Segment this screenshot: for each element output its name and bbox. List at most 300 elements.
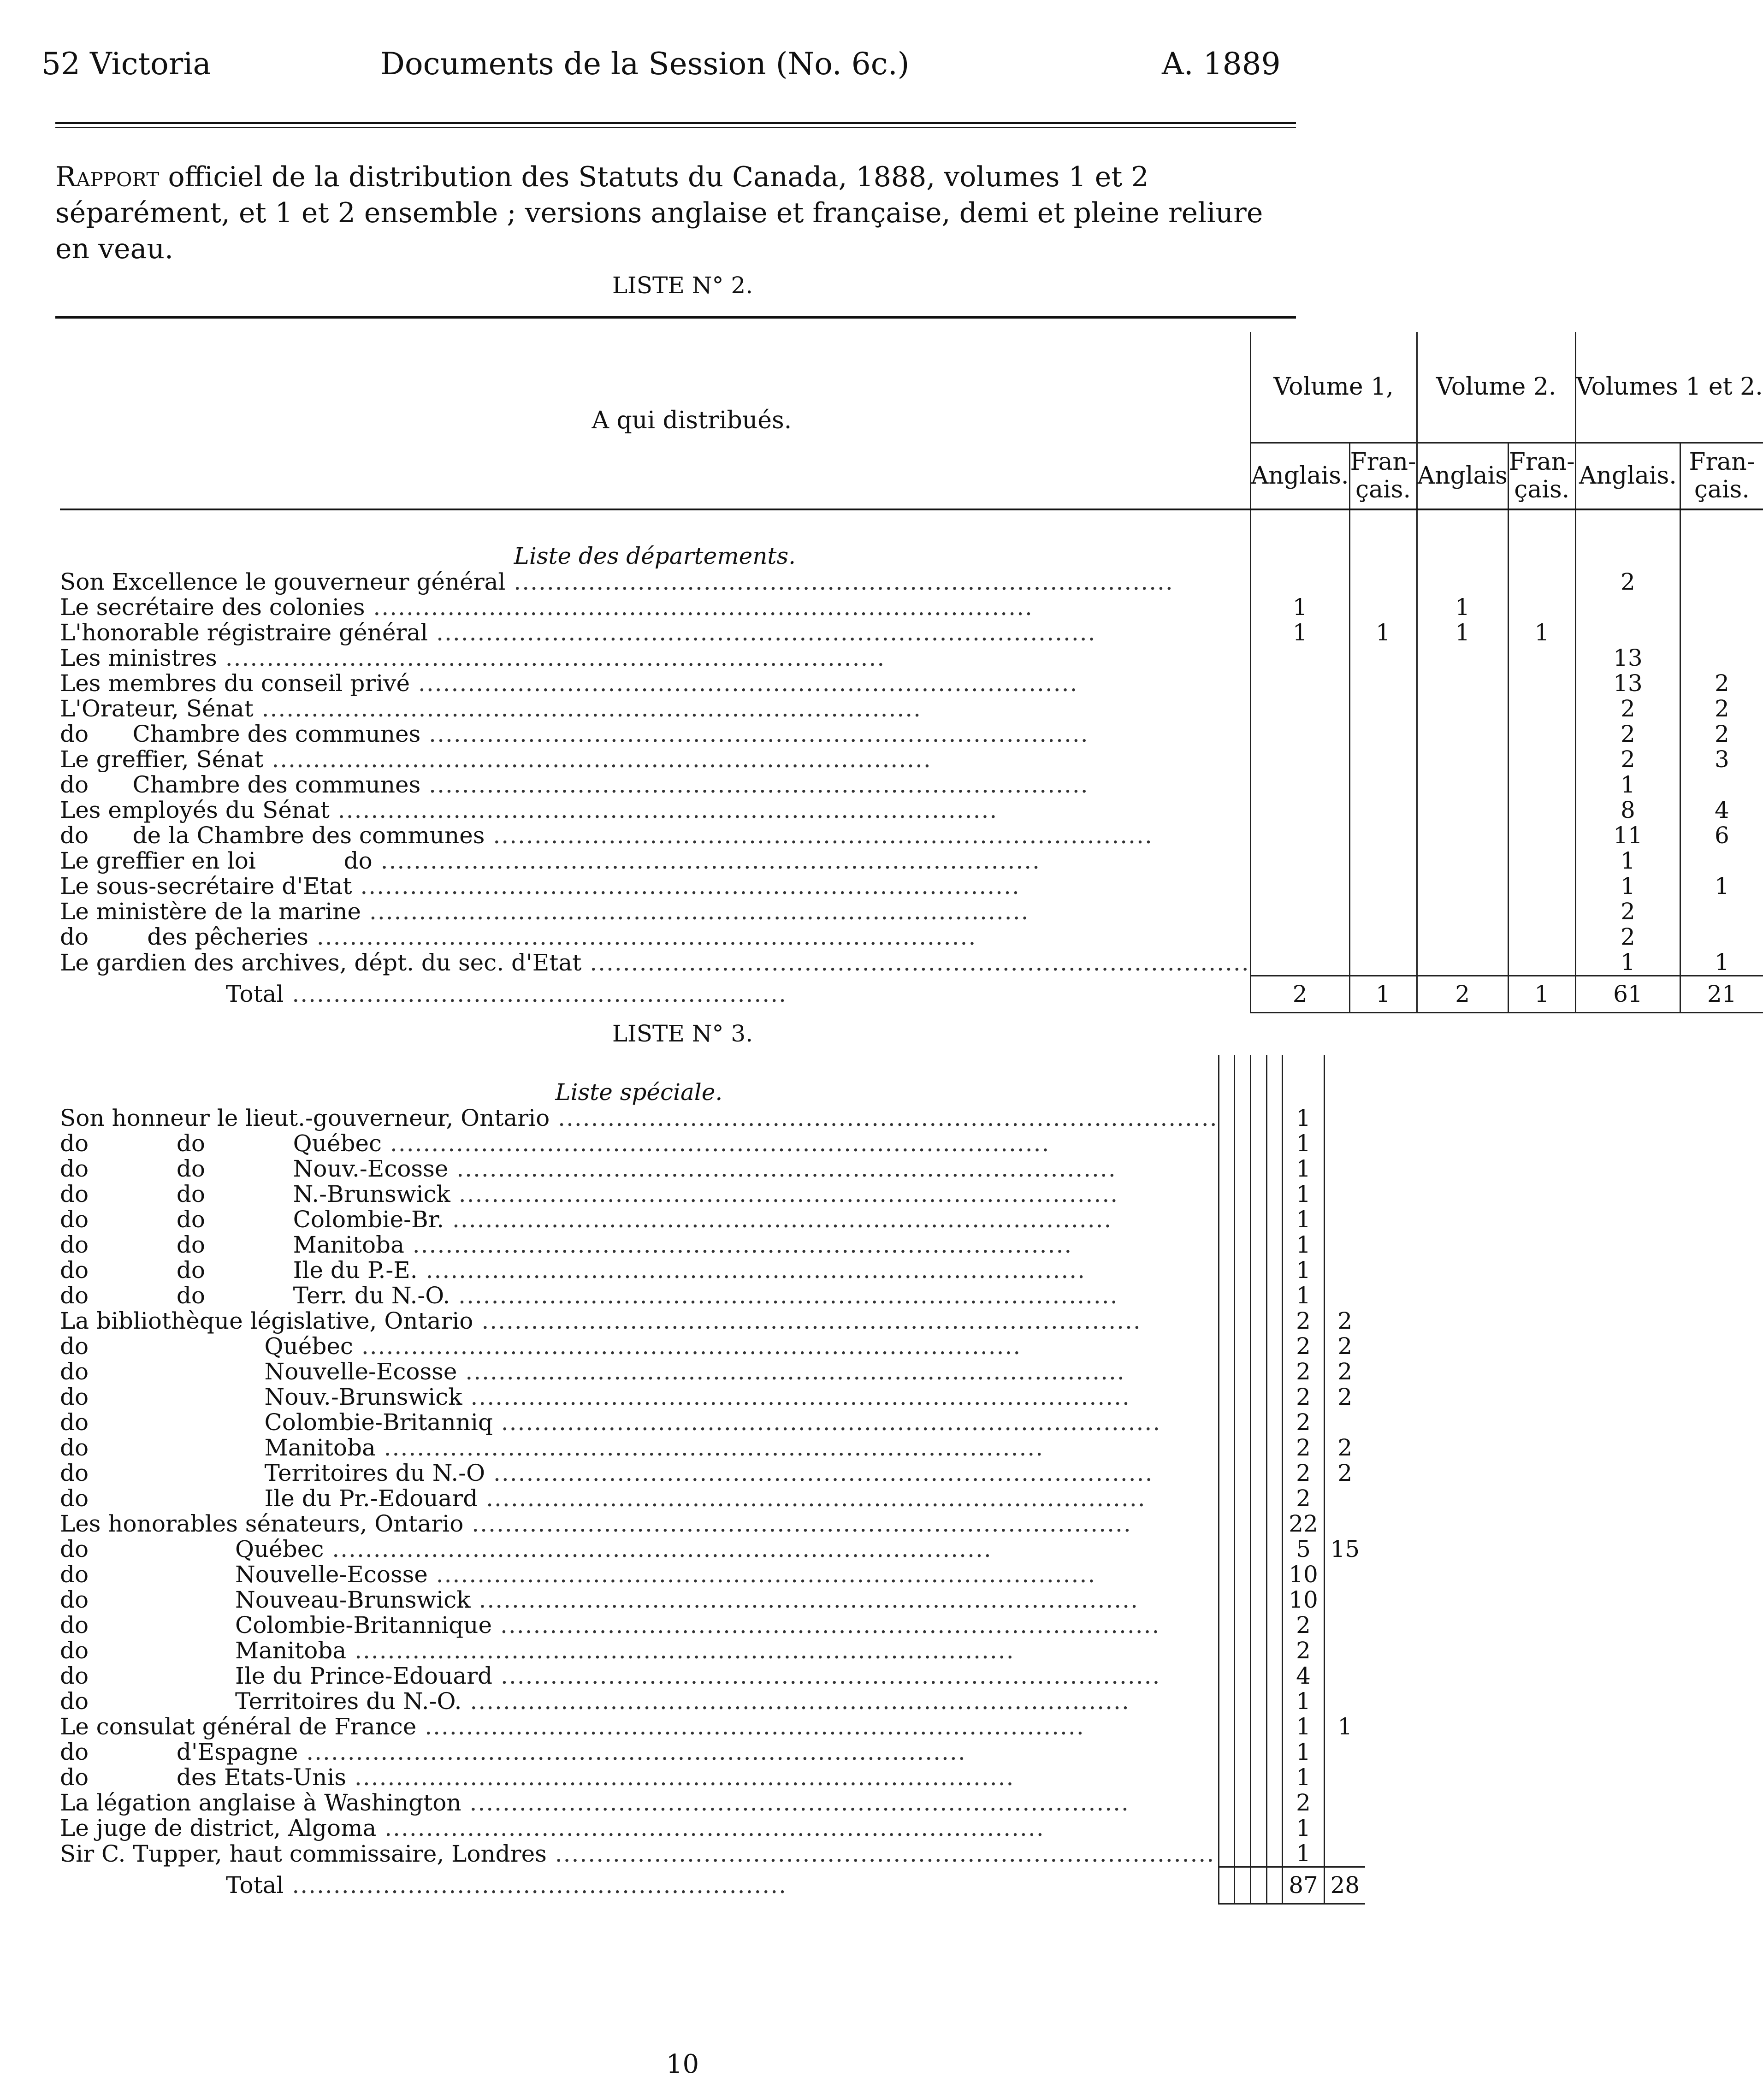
running-head-right: A. 1889	[1162, 46, 1281, 82]
cell-value: 2	[1575, 899, 1680, 924]
cell-value	[1508, 772, 1575, 798]
cell-value	[1266, 1663, 1283, 1689]
cell-value	[1219, 1308, 1235, 1334]
leader-dots: ................................................................................	[473, 1307, 1142, 1334]
cell-value	[1266, 1714, 1283, 1739]
cell-value	[1266, 1283, 1283, 1308]
row-label: Le consulat général de France	[60, 1713, 417, 1740]
cell-value	[1219, 1384, 1235, 1410]
cell-value	[1250, 569, 1349, 595]
table-row	[60, 1410, 1365, 1435]
cell-value: 13	[1575, 645, 1680, 671]
cell-value	[1251, 1790, 1267, 1816]
leader-dots: ................................................................................	[485, 1460, 1154, 1486]
cell-value: 2	[1283, 1334, 1324, 1359]
total-value: 1	[1349, 976, 1417, 1013]
leader-dots: ................................................................................	[217, 645, 886, 671]
cell-value	[1417, 671, 1508, 696]
cell-value	[1324, 1182, 1365, 1207]
cell-value: 4	[1680, 798, 1763, 823]
cell-value	[1250, 798, 1349, 823]
cell-value	[1235, 1156, 1251, 1182]
row-label: do de la Chambre des communes	[60, 822, 485, 849]
cell-value	[1508, 747, 1575, 772]
table-row	[60, 1258, 1365, 1283]
cell-value	[1235, 1841, 1251, 1867]
cell-value	[1219, 1232, 1235, 1258]
liste2-group-vol1: Volume 1,	[1250, 332, 1417, 443]
leader-dots: ................................................................................	[346, 1764, 1015, 1791]
leader-dots: ............................................................	[284, 981, 787, 1007]
cell-value	[1417, 823, 1508, 848]
row-label: do Ile du Prince-Edouard	[60, 1662, 493, 1689]
total-value	[1266, 1867, 1283, 1904]
cell-value	[1324, 1638, 1365, 1663]
leader-dots: ................................................................................	[427, 1561, 1096, 1588]
cell-value	[1508, 595, 1575, 620]
liste2-sub-fr3: Fran-çais.	[1680, 443, 1763, 509]
total-row	[60, 976, 1763, 1013]
cell-value	[1266, 1638, 1283, 1663]
liste2-group-vol2: Volume 2.	[1417, 332, 1575, 443]
cell-value: 1	[1283, 1131, 1324, 1156]
cell-value	[1251, 1461, 1267, 1486]
cell-value	[1266, 1258, 1283, 1283]
cell-value: 3	[1680, 747, 1763, 772]
cell-value	[1219, 1638, 1235, 1663]
liste2-sub-fr1: Fran-çais.	[1349, 443, 1417, 509]
header-rule-thin	[55, 127, 1296, 128]
cell-value	[1235, 1739, 1251, 1765]
cell-value: 1	[1283, 1258, 1324, 1283]
row-label: La légation anglaise à Washington	[60, 1789, 461, 1816]
cell-value	[1266, 1816, 1283, 1841]
cell-value	[1251, 1308, 1267, 1334]
cell-value: 1	[1575, 848, 1680, 874]
cell-value: 1	[1283, 1182, 1324, 1207]
table-row	[60, 1790, 1365, 1816]
table-row	[60, 950, 1763, 976]
cell-value	[1251, 1106, 1267, 1131]
cell-value	[1508, 950, 1575, 976]
cell-value	[1219, 1816, 1235, 1841]
cell-value	[1417, 569, 1508, 595]
row-label: Le greffier, Sénat	[60, 746, 264, 773]
table-row	[60, 1308, 1365, 1334]
cell-value	[1266, 1486, 1283, 1511]
cell-value	[1417, 848, 1508, 874]
leader-dots: ................................................................................	[416, 1713, 1085, 1740]
row-label: do Nouv.-Brunswick	[60, 1384, 462, 1410]
row-label: La bibliothèque législative, Ontario	[60, 1307, 473, 1334]
cell-value: 2	[1283, 1308, 1324, 1334]
leader-dots: ................................................................................	[420, 771, 1089, 798]
cell-value: 2	[1283, 1638, 1324, 1663]
row-label: do Ile du Pr.-Edouard	[60, 1485, 478, 1512]
total-value: 2	[1250, 976, 1349, 1013]
cell-value	[1235, 1587, 1251, 1613]
cell-value	[1266, 1562, 1283, 1587]
leader-dots: ................................................................................	[581, 949, 1250, 976]
cell-value	[1219, 1156, 1235, 1182]
cell-value	[1349, 874, 1417, 899]
cell-value	[1324, 1156, 1365, 1182]
table-row	[60, 1739, 1365, 1765]
table-row	[60, 1384, 1365, 1410]
leader-dots: ................................................................................	[505, 568, 1174, 595]
cell-value	[1251, 1131, 1267, 1156]
cell-value	[1349, 798, 1417, 823]
liste2-col-label: A qui distribués.	[592, 406, 792, 434]
cell-value	[1235, 1511, 1251, 1537]
cell-value	[1235, 1461, 1251, 1486]
cell-value	[1417, 798, 1508, 823]
cell-value	[1235, 1816, 1251, 1841]
cell-value	[1575, 620, 1680, 645]
cell-value	[1251, 1359, 1267, 1384]
cell-value	[1235, 1613, 1251, 1638]
cell-value: 1	[1680, 874, 1763, 899]
cell-value	[1324, 1663, 1365, 1689]
cell-value	[1251, 1816, 1267, 1841]
cell-value	[1235, 1689, 1251, 1714]
row-label: do Territoires du N.-O	[60, 1460, 485, 1486]
cell-value	[1324, 1232, 1365, 1258]
cell-value	[1235, 1258, 1251, 1283]
cell-value	[1508, 671, 1575, 696]
table-row	[60, 823, 1763, 848]
cell-value	[1266, 1739, 1283, 1765]
row-label: do Nouvelle-Ecosse	[60, 1358, 457, 1385]
cell-value: 1	[1417, 620, 1508, 645]
cell-value	[1219, 1739, 1235, 1765]
total-value: 21	[1680, 976, 1763, 1013]
row-label: do d'Espagne	[60, 1739, 298, 1765]
row-label: do Chambre des communes	[60, 721, 421, 747]
table-row	[60, 1638, 1365, 1663]
leader-dots: ................................................................................	[462, 1384, 1130, 1410]
liste3-table	[60, 1055, 1365, 1905]
cell-value: 1	[1283, 1156, 1324, 1182]
cell-value	[1266, 1537, 1283, 1562]
cell-value	[1235, 1486, 1251, 1511]
total-label: Total	[226, 981, 284, 1007]
row-label: do des Etats-Unis	[60, 1764, 347, 1791]
liste2-sub-ang2: Anglais	[1417, 443, 1508, 509]
cell-value	[1219, 1562, 1235, 1587]
leader-dots: ................................................................................	[450, 1282, 1118, 1309]
cell-value	[1324, 1765, 1365, 1790]
running-head-center: Documents de la Session (No. 6c.)	[380, 46, 910, 82]
cell-value: 2	[1324, 1359, 1365, 1384]
cell-value	[1235, 1384, 1251, 1410]
cell-value	[1324, 1410, 1365, 1435]
leader-dots: ................................................................................	[461, 1688, 1130, 1715]
row-label: do do Terr. du N.-O.	[60, 1282, 450, 1309]
cell-value	[1251, 1258, 1267, 1283]
cell-value	[1417, 747, 1508, 772]
table-row	[60, 1156, 1365, 1182]
leader-dots: ............................................................	[284, 1872, 787, 1899]
cell-value	[1219, 1790, 1235, 1816]
liste2-group-vol12: Volumes 1 et 2.	[1575, 332, 1763, 443]
row-label: Le juge de district, Algoma	[60, 1815, 377, 1841]
cell-value	[1266, 1841, 1283, 1867]
table-row	[60, 1841, 1365, 1867]
cell-value	[1266, 1308, 1283, 1334]
cell-value	[1324, 1613, 1365, 1638]
table-row	[60, 747, 1763, 772]
leader-dots: ................................................................................	[352, 873, 1020, 899]
cell-value: 8	[1575, 798, 1680, 823]
leader-dots: ................................................................................	[365, 594, 1033, 621]
cell-value	[1349, 899, 1417, 924]
total-value	[1219, 1867, 1235, 1904]
cell-value: 1	[1283, 1765, 1324, 1790]
total-value: 1	[1508, 976, 1575, 1013]
cell-value	[1266, 1790, 1283, 1816]
cell-value	[1266, 1334, 1283, 1359]
row-label: do Québec	[60, 1536, 324, 1562]
table-row	[60, 696, 1763, 722]
cell-value: 2	[1575, 747, 1680, 772]
cell-value	[1349, 671, 1417, 696]
row-label: do Colombie-Britannique	[60, 1612, 492, 1639]
cell-value	[1251, 1410, 1267, 1435]
cell-value	[1508, 899, 1575, 924]
liste2-sub-fr2: Fran-çais.	[1508, 443, 1575, 509]
table-row	[60, 1461, 1365, 1486]
cell-value	[1680, 569, 1763, 595]
table-row	[60, 1283, 1365, 1308]
row-label: do Nouvelle-Ecosse	[60, 1561, 428, 1588]
cell-value	[1250, 950, 1349, 976]
cell-value	[1508, 874, 1575, 899]
table-row	[60, 1689, 1365, 1714]
row-label: do Manitoba	[60, 1637, 347, 1664]
cell-value	[1680, 899, 1763, 924]
cell-value: 1	[1575, 772, 1680, 798]
cell-value: 1	[1349, 620, 1417, 645]
table-row	[60, 798, 1763, 823]
cell-value	[1508, 696, 1575, 722]
cell-value	[1250, 874, 1349, 899]
cell-value: 2	[1324, 1435, 1365, 1461]
cell-value	[1324, 1689, 1365, 1714]
liste2-top-rule	[55, 316, 1296, 319]
cell-value: 2	[1324, 1308, 1365, 1334]
cell-value	[1251, 1537, 1267, 1562]
cell-value	[1680, 848, 1763, 874]
cell-value	[1680, 595, 1763, 620]
cell-value: 5	[1283, 1537, 1324, 1562]
cell-value	[1235, 1283, 1251, 1308]
cell-value	[1250, 722, 1349, 747]
cell-value	[1219, 1334, 1235, 1359]
cell-value: 1	[1324, 1714, 1365, 1739]
cell-value	[1235, 1435, 1251, 1461]
cell-value	[1251, 1689, 1267, 1714]
table-row	[60, 1334, 1365, 1359]
row-label: do do Ile du P.-E.	[60, 1257, 418, 1284]
leader-dots: ................................................................................	[420, 721, 1089, 747]
cell-value	[1251, 1156, 1267, 1182]
cell-value	[1508, 798, 1575, 823]
cell-value	[1251, 1765, 1267, 1790]
cell-value	[1266, 1461, 1283, 1486]
cell-value: 11	[1575, 823, 1680, 848]
cell-value	[1251, 1182, 1267, 1207]
cell-value	[1680, 645, 1763, 671]
table-row	[60, 1663, 1365, 1689]
report-title-text: officiel de la distribution des Statuts du Canada, 1888, volumes 1 et 2 séparément, et 1 et 2 ensemble ; versions anglaise et française, demi et pleine reliure en veau.	[55, 161, 1263, 265]
cell-value	[1219, 1714, 1235, 1739]
cell-value	[1235, 1765, 1251, 1790]
row-label: do Nouveau-Brunswick	[60, 1586, 471, 1613]
cell-value	[1417, 645, 1508, 671]
table-row	[60, 1613, 1365, 1638]
cell-value	[1680, 772, 1763, 798]
cell-value: 1	[1283, 1283, 1324, 1308]
total-value	[1251, 1867, 1267, 1904]
table-row	[60, 1182, 1365, 1207]
table-row	[60, 1765, 1365, 1790]
cell-value	[1324, 1258, 1365, 1283]
leader-dots: ................................................................................	[329, 797, 998, 823]
row-label: Les membres du conseil privé	[60, 670, 410, 697]
row-label: Les honorables sénateurs, Ontario	[60, 1510, 464, 1537]
cell-value	[1508, 645, 1575, 671]
cell-value	[1235, 1410, 1251, 1435]
leader-dots: ................................................................................	[263, 746, 932, 773]
cell-value	[1266, 1765, 1283, 1790]
leader-dots: ................................................................................	[417, 1257, 1086, 1284]
leader-dots: ................................................................................	[372, 847, 1041, 874]
table-row	[60, 848, 1763, 874]
leader-dots: ................................................................................	[382, 1130, 1050, 1157]
row-label: Le gardien des archives, dépt. du sec. d'Etat	[60, 949, 582, 976]
cell-value: 1	[1283, 1207, 1324, 1232]
table-row	[60, 1106, 1365, 1131]
table-row	[60, 772, 1763, 798]
leader-dots: ................................................................................	[346, 1637, 1015, 1664]
liste3-heading: LISTE N° 3.	[612, 1020, 753, 1047]
cell-value	[1324, 1106, 1365, 1131]
leader-dots: ................................................................................	[448, 1155, 1117, 1182]
cell-value	[1250, 848, 1349, 874]
cell-value: 1	[1283, 1841, 1324, 1867]
row-label: do Québec	[60, 1333, 353, 1360]
leader-dots: ................................................................................	[492, 1662, 1161, 1689]
cell-value	[1349, 823, 1417, 848]
cell-value	[1251, 1613, 1267, 1638]
cell-value	[1266, 1613, 1283, 1638]
table-row	[60, 620, 1763, 645]
liste2-sub-ang1: Anglais.	[1250, 443, 1349, 509]
cell-value	[1250, 899, 1349, 924]
cell-value	[1219, 1182, 1235, 1207]
cell-value: 1	[1283, 1739, 1324, 1765]
table-row	[60, 924, 1763, 950]
cell-value	[1219, 1435, 1235, 1461]
cell-value	[1235, 1232, 1251, 1258]
cell-value	[1266, 1182, 1283, 1207]
cell-value	[1324, 1841, 1365, 1867]
cell-value	[1219, 1537, 1235, 1562]
cell-value: 2	[1575, 696, 1680, 722]
cell-value	[1266, 1587, 1283, 1613]
total-row	[60, 1867, 1365, 1904]
cell-value: 13	[1575, 671, 1680, 696]
table-row	[60, 671, 1763, 696]
cell-value	[1251, 1638, 1267, 1663]
cell-value	[1508, 924, 1575, 950]
cell-value	[1235, 1638, 1251, 1663]
liste2-sub-ang3: Anglais.	[1575, 443, 1680, 509]
cell-value: 10	[1283, 1587, 1324, 1613]
cell-value: 1	[1283, 1106, 1324, 1131]
cell-value	[1250, 696, 1349, 722]
row-label: L'Orateur, Sénat	[60, 695, 254, 722]
cell-value	[1508, 569, 1575, 595]
row-label: Son Excellence le gouverneur général	[60, 568, 506, 595]
cell-value	[1349, 595, 1417, 620]
liste3-section-label: Liste spéciale.	[555, 1079, 723, 1106]
total-value	[1235, 1867, 1251, 1904]
table-row	[60, 645, 1763, 671]
table-row	[60, 595, 1763, 620]
cell-value	[1251, 1207, 1267, 1232]
row-label: do do Nouv.-Ecosse	[60, 1155, 449, 1182]
cell-value	[1235, 1714, 1251, 1739]
cell-value	[1235, 1308, 1251, 1334]
cell-value	[1219, 1511, 1235, 1537]
cell-value	[1324, 1790, 1365, 1816]
cell-value	[1251, 1587, 1267, 1613]
row-label: Le secrétaire des colonies	[60, 594, 365, 621]
cell-value: 4	[1283, 1663, 1324, 1689]
cell-value	[1266, 1359, 1283, 1384]
cell-value	[1219, 1689, 1235, 1714]
table-row	[60, 1714, 1365, 1739]
cell-value: 2	[1283, 1486, 1324, 1511]
table-row	[60, 899, 1763, 924]
cell-value	[1266, 1689, 1283, 1714]
cell-value: 2	[1324, 1334, 1365, 1359]
cell-value	[1235, 1663, 1251, 1689]
cell-value	[1349, 645, 1417, 671]
cell-value	[1235, 1106, 1251, 1131]
cell-value	[1219, 1207, 1235, 1232]
page-number: 10	[666, 2049, 699, 2079]
cell-value	[1251, 1663, 1267, 1689]
cell-value	[1680, 620, 1763, 645]
cell-value: 1	[1575, 874, 1680, 899]
cell-value	[1324, 1207, 1365, 1232]
cell-value	[1417, 874, 1508, 899]
liste2-heading: LISTE N° 2.	[612, 272, 753, 299]
cell-value	[1575, 595, 1680, 620]
cell-value	[1251, 1841, 1267, 1867]
leader-dots: ................................................................................	[450, 1181, 1119, 1207]
cell-value	[1235, 1182, 1251, 1207]
cell-value	[1219, 1359, 1235, 1384]
table-row	[60, 1816, 1365, 1841]
cell-value: 1	[1417, 595, 1508, 620]
leader-dots: ................................................................................	[478, 1485, 1146, 1512]
cell-value	[1324, 1131, 1365, 1156]
cell-value	[1266, 1156, 1283, 1182]
